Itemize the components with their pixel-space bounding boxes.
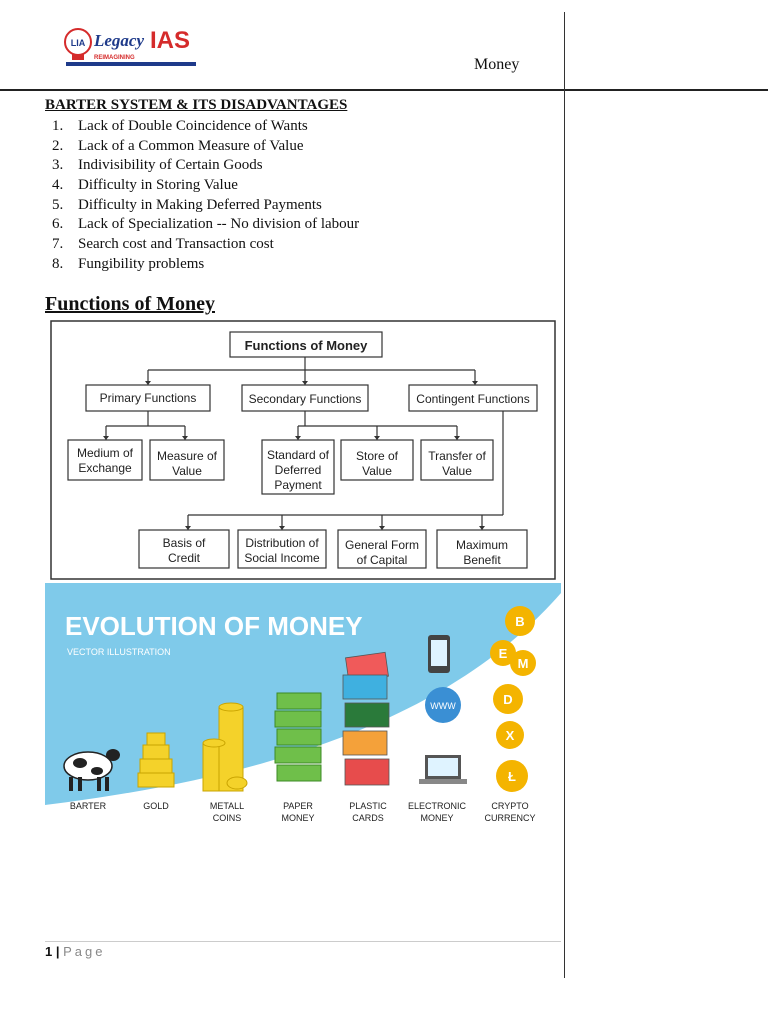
diagram-medium-2: Exchange [78,461,132,475]
diagram-measure-2: Value [172,464,202,478]
svg-text:Ł: Ł [508,769,516,784]
diagram-standard-3: Payment [274,478,322,492]
diagram-store-2: Value [362,464,392,478]
functions-diagram [50,320,556,580]
diagram-standard-2: Deferred [274,463,322,477]
stage-label-electronic-1: ELECTRONIC [407,801,467,811]
diagram-standard-1: Standard of [266,448,330,462]
credit-cards-icon [343,652,389,785]
evolution-subtitle: VECTOR ILLUSTRATION [67,647,171,657]
stage-label-electronic-2: MONEY [420,813,454,823]
diagram-distribution-2: Social Income [244,551,320,565]
svg-text:D: D [503,692,513,707]
stage-label-paper-1: PAPER [283,801,313,811]
stage-label-coins-2: COINS [212,813,242,823]
diagram-transfer-1: Transfer of [428,449,486,463]
list-item: 8. Fungibility problems [52,255,205,272]
footer-divider [45,941,561,942]
page-number: 1 [45,944,53,959]
evolution-of-money-illustration [45,583,561,843]
diagram-distribution-1: Distribution of [245,536,319,550]
stage-label-plastic-2: CARDS [352,813,384,823]
diagram-transfer-2: Value [442,464,472,478]
diagram-credit-2: Credit [167,551,201,565]
list-item: 1. Lack of Double Coincidence of Wants [52,118,308,134]
www-label: WWW [430,701,456,711]
list-item: 4. Difficulty in Storing Value [52,177,238,194]
stage-label-crypto-2: CURRENCY [484,813,536,823]
list-item: 7. Search cost and Transaction cost [52,236,274,253]
logo-badge: LIA [70,38,86,48]
evolution-title: EVOLUTION OF MONEY [65,611,363,641]
logo [62,22,202,74]
diagram-primary: Primary Functions [99,391,197,405]
page-label: Page [63,944,106,959]
diagram-store-1: Store of [355,449,399,463]
header-divider [0,89,768,91]
diagram-capital-1: General Form [344,538,420,552]
page-header-title: Money [474,56,520,73]
diagram-credit-1: Basis of [162,536,206,550]
diagram-root: Functions of Money [244,338,368,353]
diagram-benefit-2: Benefit [463,553,501,567]
svg-text:E: E [498,646,508,661]
logo-brand: Legacy [94,31,145,50]
stage-label-plastic-1: PLASTIC [349,801,387,811]
list-item: 6. Lack of Specialization -- No division of labour [52,216,360,233]
page-footer [45,944,106,959]
barter-list [52,117,359,275]
diagram-secondary: Secondary Functions [248,392,362,406]
diagram-measure-1: Measure of [156,449,218,463]
list-item: 5. Difficulty in Making Deferred Payments [52,196,322,213]
svg-text:B: B [515,614,525,629]
list-item: 2. Lack of a Common Measure of Value [52,137,304,154]
svg-text:M: M [517,656,529,671]
svg-text:X: X [505,728,515,743]
stage-label-barter: BARTER [69,801,107,811]
logo-brand2: IAS [150,27,191,54]
stage-label-paper-2: MONEY [281,813,315,823]
diagram-contingent: Contingent Functions [416,392,530,406]
functions-heading: Functions of Money [45,293,215,315]
barter-heading: BARTER SYSTEM & ITS DISADVANTAGES [45,97,348,113]
list-item: 3. Indivisibility of Certain Goods [52,157,263,174]
stage-label-crypto-1: CRYPTO [491,801,529,811]
diagram-capital-2: of Capital [356,553,408,567]
diagram-medium-1: Medium of [76,446,134,460]
paper-money-icon [275,693,321,781]
margin-divider [564,12,565,978]
diagram-benefit-1: Maximum [455,538,509,552]
stage-label-coins-1: METALL [209,801,245,811]
footer-separator: | [55,944,60,959]
logo-tagline: REIMAGINING [94,55,135,61]
stage-label-gold: GOLD [143,801,169,811]
